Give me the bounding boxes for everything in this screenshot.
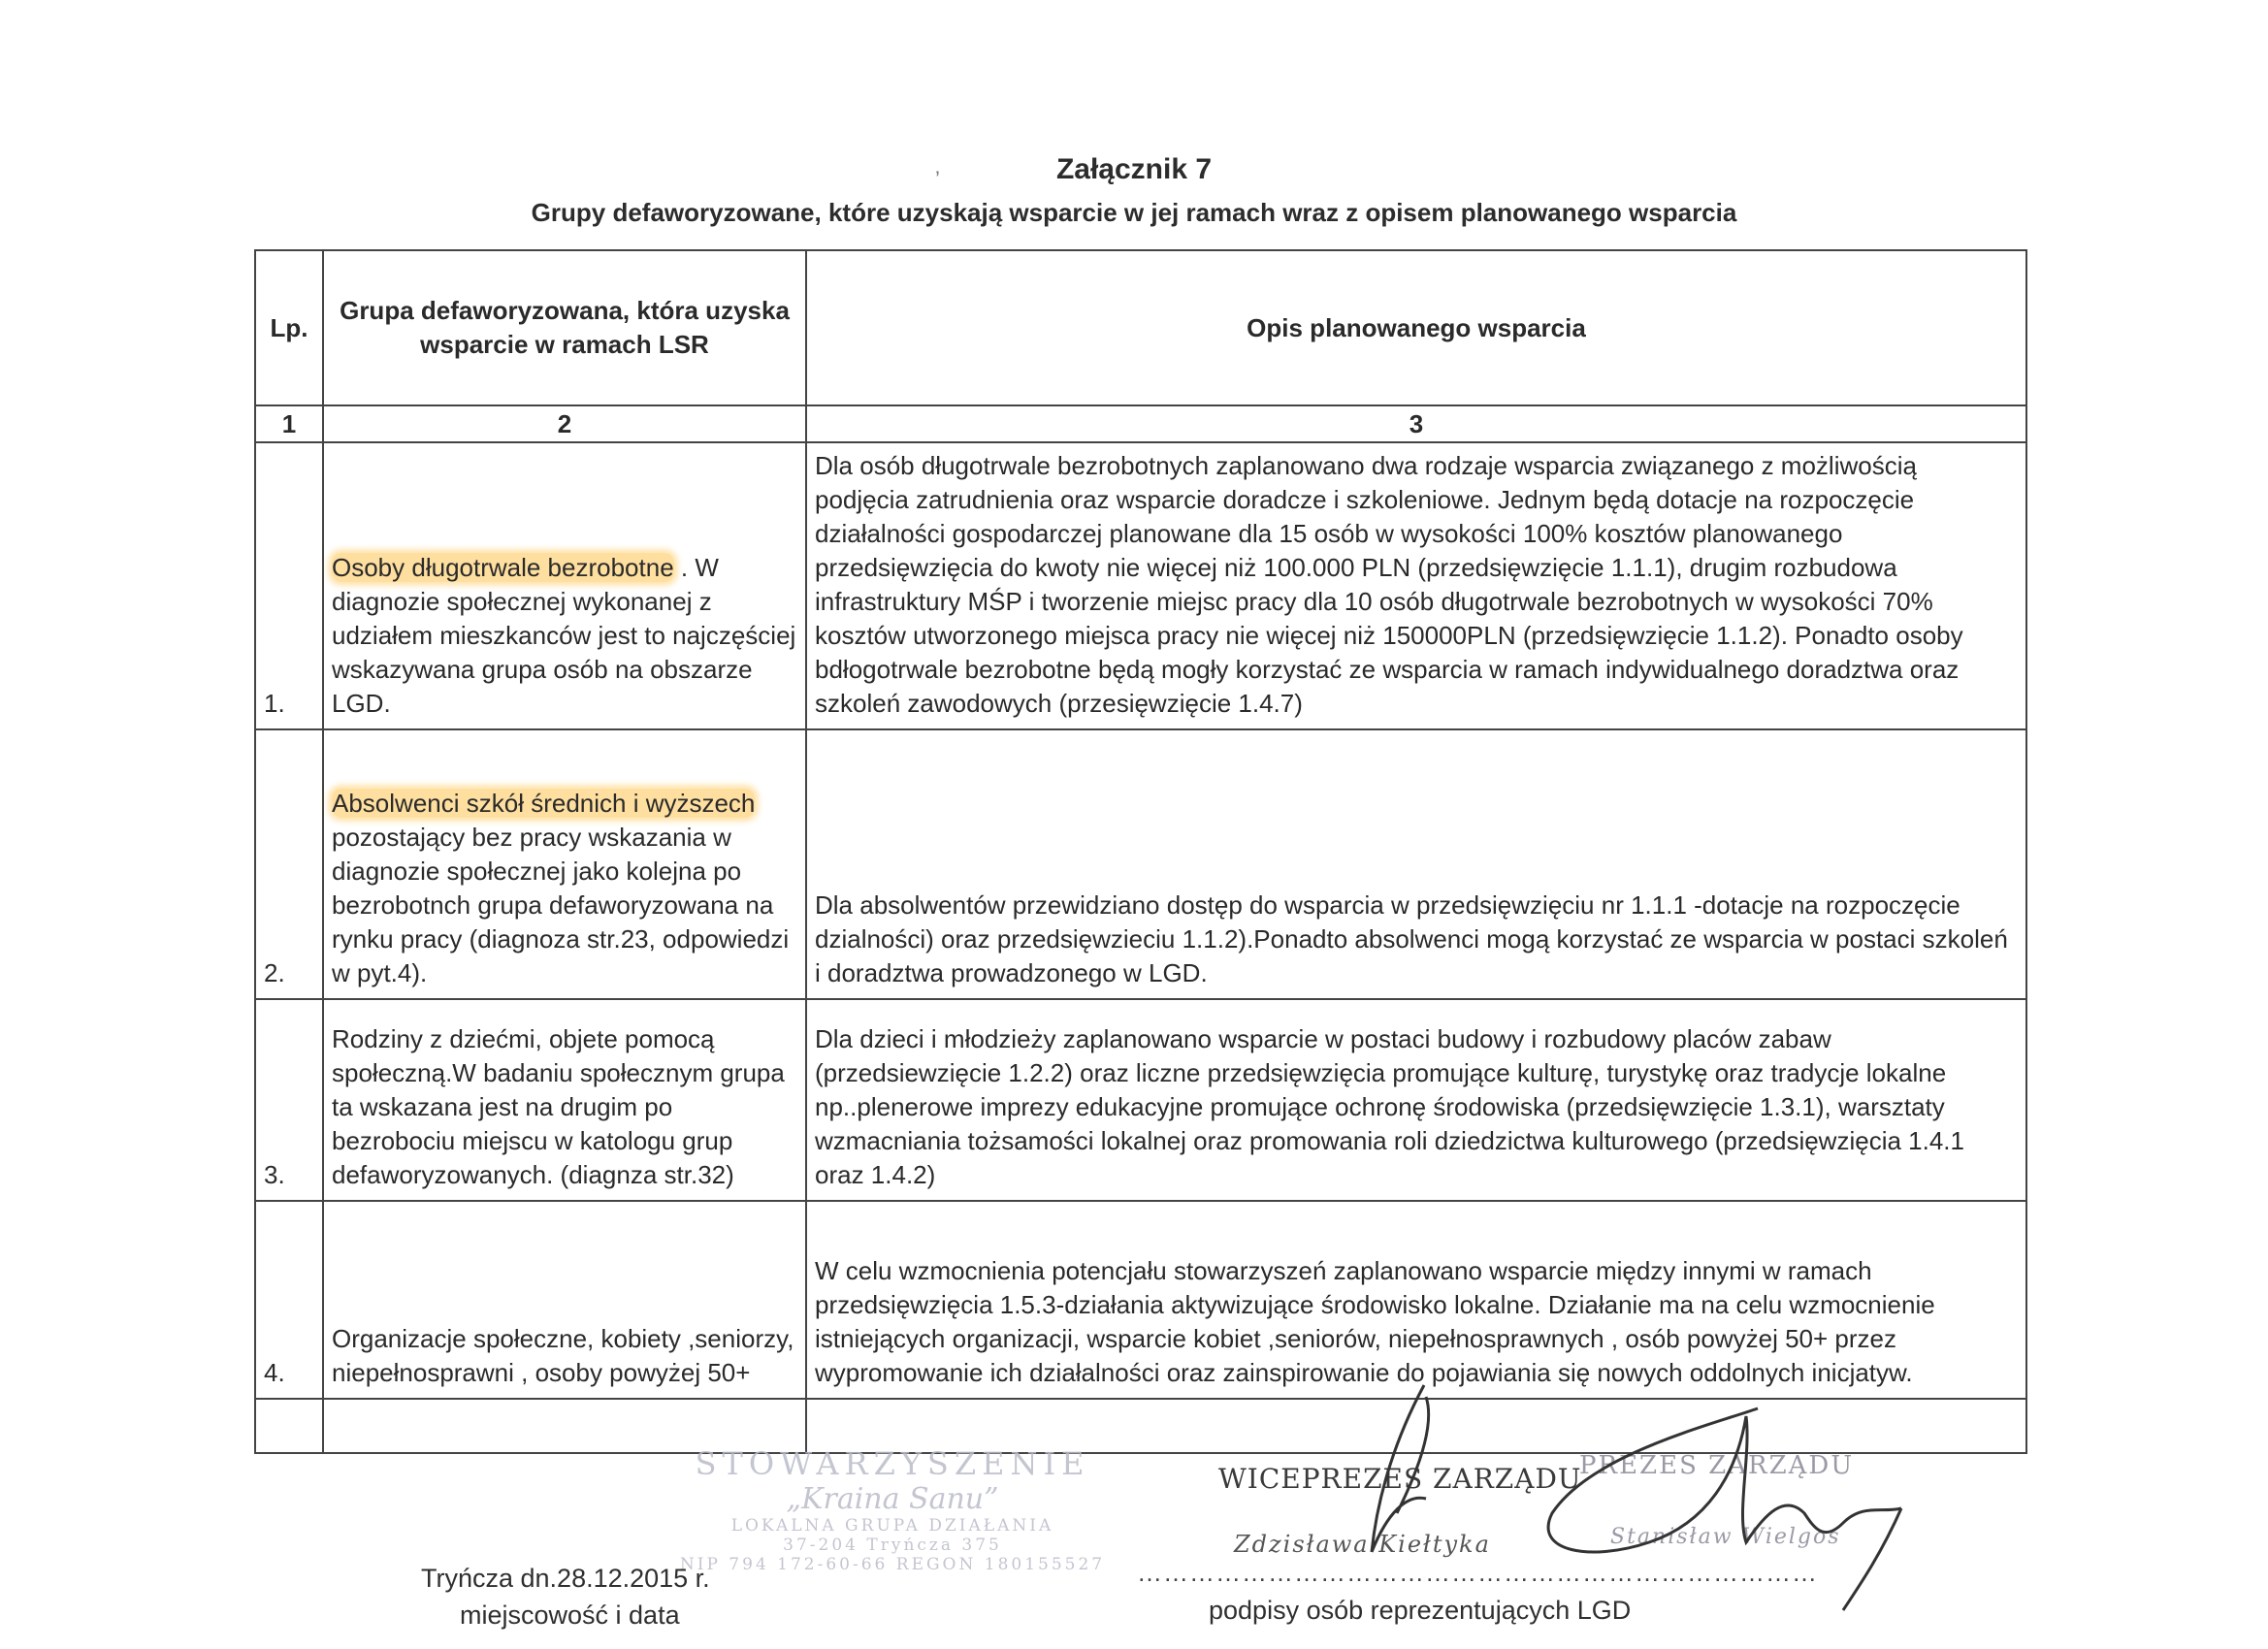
row-number: 4.	[255, 1201, 323, 1399]
stamp-line: STOWARZYSZENIE	[695, 1445, 1090, 1482]
disadvantaged-groups-table	[254, 249, 2027, 1454]
row-number: 2.	[255, 729, 323, 999]
group-description: Rodziny z dziećmi, objete pomocą społeczną.W badaniu społecznym grupa ta wskazana jest na drugim po bezrobociu miejscu w katologu grup defaworyzowanych. (diagnza str.32)	[332, 1024, 785, 1189]
group-description: . W diagnozie społecznej wykonanej z udziałem mieszkanców jest to najczęściej wskazywana grupa osób na obszarze LGD.	[332, 553, 796, 718]
president-stamp-title: PREZES ZARZĄDU	[1579, 1451, 1855, 1480]
header-description: Opis planowanego wsparcia	[806, 250, 2026, 405]
document-subtitle: Grupy defaworyzowane, które uzyskają wsparcie w jej ramach wraz z opisem planowanego wsparcia	[531, 198, 1737, 227]
signature-line: ……………………………………………………………………	[1137, 1558, 1818, 1587]
table-row	[255, 729, 2026, 999]
group-cell	[323, 1201, 806, 1399]
president-stamp-name: Stanisław Wielgos	[1610, 1525, 1841, 1549]
column-number: 3	[806, 405, 2026, 442]
table-row	[255, 1201, 2026, 1399]
stamp-line: LOKALNA GRUPA DZIAŁANIA	[730, 1516, 1054, 1536]
empty-cell	[255, 1399, 323, 1453]
table-row	[255, 999, 2026, 1201]
stray-mark: ’	[935, 167, 940, 191]
support-description-cell: W celu wzmocnienia potencjału stowarzyszeń zaplanowano wsparcie między innymi w ramach przedsięwzięcia 1.5.3-działania aktywizujące środowisko lokalne. Działanie ma na celu wzmocnienie istniejących organizacji, wsparcie kobiet ,seniorów, niepełnosprawnych , osób powyżej 50+ przez wypromowanie ich działalności oraz zainspirowanie do pojawiania się nowych oddolnych inicjatyw.	[806, 1201, 2026, 1399]
header-group: Grupa defaworyzowana, która uzyska wsparcie w ramach LSR	[323, 250, 806, 405]
support-description-cell: Dla absolwentów przewidziano dostęp do wsparcia w przedsięwzięciu nr 1.1.1 -dotacje na rozpoczęcie dzialności) oraz przedsięwzieciu 1.1.2).Ponadto absolwenci mogą korzystać ze wsparcia w postaci szkoleń i doradztwa prowadzonego w LGD.	[806, 729, 2026, 999]
vice-president-stamp-name: Zdzisława Kiełtyka	[1234, 1531, 1491, 1558]
stamp-line: 37-204 Tryńcza 375	[783, 1536, 1002, 1555]
header-lp: Lp.	[255, 250, 323, 405]
empty-row	[255, 1399, 2026, 1453]
stamp-line: NIP 794 172-60-66 REGON 180155527	[679, 1555, 1106, 1574]
vice-president-stamp-title: WICEPREZES ZARZĄDU	[1218, 1463, 1582, 1495]
organization-stamp	[669, 1445, 1116, 1605]
group-description: Organizacje społeczne, kobiety ,seniorzy, niepełnosprawni , osoby powyżej 50+	[332, 1324, 794, 1387]
row-number: 1.	[255, 442, 323, 729]
group-cell	[323, 999, 806, 1201]
support-description-cell: Dla osób długotrwale bezrobotnych zaplanowano dwa rodzaje wsparcia związanego z możliwością podjęcia zatrudnienia oraz wsparcie doradcze i szkoleniowe. Jednym będą dotacje na rozpoczęcie działalności gospodarczej planowane dla 15 osób w wysokości 100% kosztów planowanego przedsięwzięcia do kwoty nie więcej niż 100.000 PLN (przedsięwzięcie 1.1.1), drugim rozbudowa infrastruktury MŚP i tworzenie miejsc pracy dla 10 osób długotrwale bezrobotnych w wysokości 70% kosztów utworzonego miejsca pracy nie więcej niż 150000PLN (przedsięwzięcie 1.1.2). Ponadto osoby bdłogotrwale bezrobotne będą mogły korzystać ze wsparcia w ramach indywidualnego doradztwa oraz szkoleń zawodowych (przesięwzięcie 1.4.7)	[806, 442, 2026, 729]
signatures-label: podpisy osób reprezentujących LGD	[1209, 1596, 1632, 1625]
row-number: 3.	[255, 999, 323, 1201]
highlighted-group-name: Absolwenci szkół średnich i wyższech	[332, 789, 756, 818]
highlighted-group-name: Osoby długotrwale bezrobotne	[332, 553, 674, 582]
table-row	[255, 442, 2026, 729]
group-cell	[323, 442, 806, 729]
place-and-date: Tryńcza dn.28.12.2015 r.	[421, 1564, 710, 1593]
document-title: Załącznik 7	[1055, 153, 1213, 185]
group-cell	[323, 729, 806, 999]
header-row	[255, 250, 2026, 405]
stamp-line: „Kraina Sanu”	[786, 1482, 999, 1516]
column-number-row	[255, 405, 2026, 442]
group-description: pozostający bez pracy wskazania w diagnozie społecznej jako kolejna po bezrobotnch grupa defaworyzowana na rynku pracy (diagnoza str.23, odpowiedzi w pyt.4).	[332, 823, 790, 987]
column-number: 1	[255, 405, 323, 442]
support-description-cell: Dla dzieci i młodzieży zaplanowano wsparcie w postaci budowy i rozbudowy placów zabaw (przedsiewzięcie 1.2.2) oraz liczne przedsięwzięcia promujące kulturę, turystykę oraz tradycje lokalne np..plenerowe imprezy edukacyjne promujące ochronę środowiska (przedsięwzięcie 1.3.1), warsztaty wzmacniania tożsamości lokalnej oraz promowania roli dziedzictwa kulturowego (przedsięwzięcia 1.4.1 oraz 1.4.2)	[806, 999, 2026, 1201]
place-and-date-label: miejscowość i data	[460, 1600, 680, 1630]
column-number: 2	[323, 405, 806, 442]
